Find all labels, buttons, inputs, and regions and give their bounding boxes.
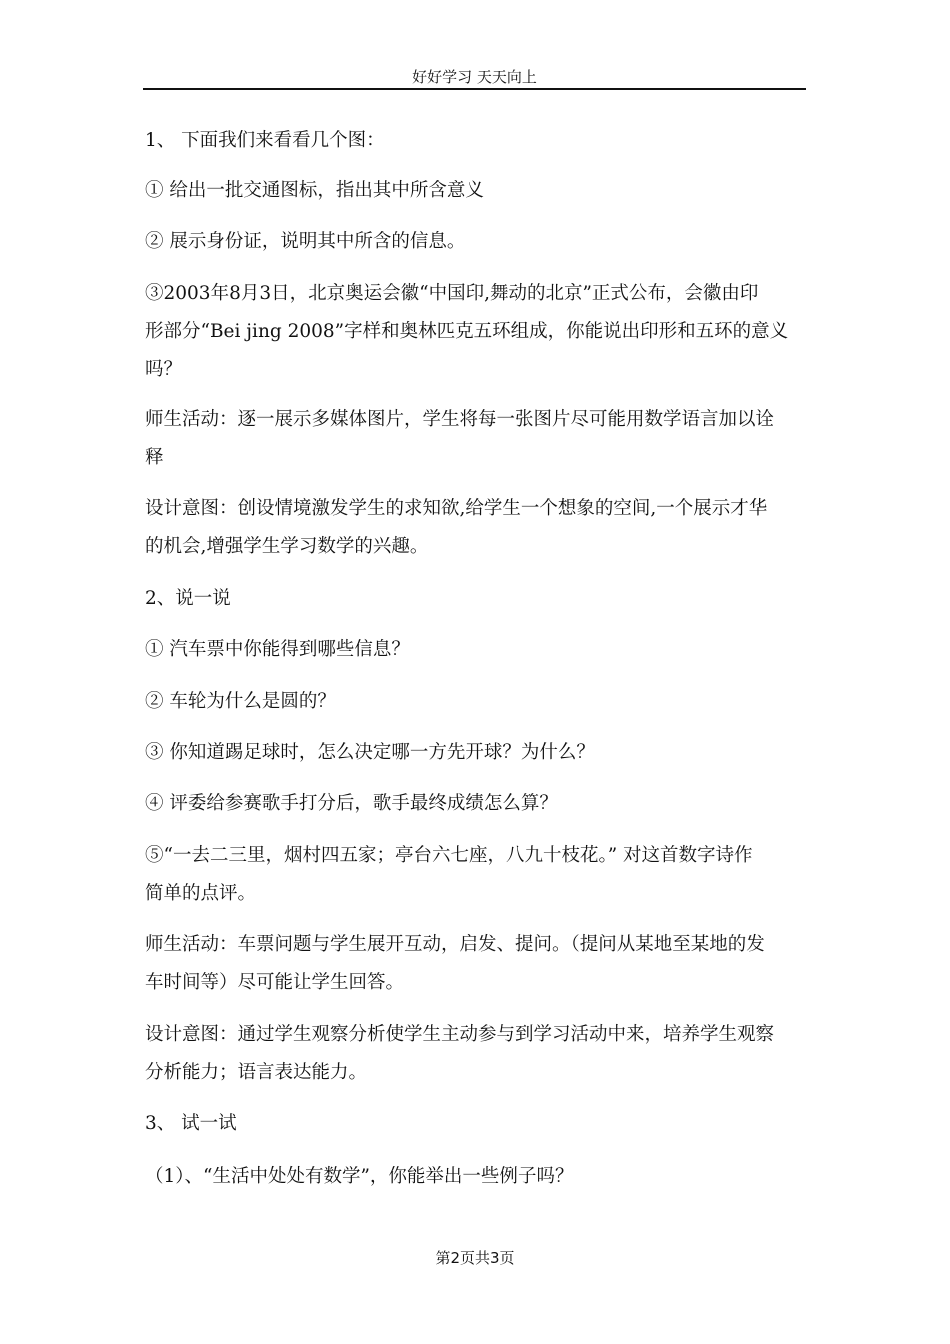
paragraph-5	[145, 401, 810, 477]
text-line: 2、说一说	[145, 588, 231, 609]
text-line: ② 车轮为什么是圆的？	[145, 691, 336, 712]
paragraph-3	[145, 223, 810, 261]
text-line: 设计意图：创设情境激发学生的求知欲,给学生一个想象的空间,一个展示才华	[145, 498, 768, 519]
paragraph-2	[145, 172, 810, 210]
paragraph-14	[145, 1016, 810, 1092]
text-line: 车时间等）尽可能让学生回答。	[145, 972, 405, 993]
text-line: ③ 你知道踢足球时，怎么决定哪一方先开球？为什么？	[145, 742, 595, 763]
text-line: 的机会,增强学生学习数学的兴趣。	[145, 536, 429, 557]
text-line: 师生活动：车票问题与学生展开互动，启发、提问。（提问从某地至某地的发	[145, 934, 765, 955]
text-line: ① 汽车票中你能得到哪些信息？	[145, 639, 410, 660]
paragraph-10	[145, 734, 810, 772]
text-line: 分析能力；语言表达能力。	[145, 1062, 368, 1083]
text-line: 1、 下面我们来看看几个图：	[145, 130, 385, 151]
text-line: 简单的点评。	[145, 883, 257, 904]
text-line: 形部分“Bei jing 2008”字样和奥林匹克五环组成，你能说出印形和五环的意义	[145, 321, 789, 342]
text-line: 师生活动：逐一展示多媒体图片，学生将每一张图片尽可能用数学语言加以诠	[145, 409, 775, 430]
paragraph-11	[145, 785, 810, 823]
text-line: ④ 评委给参赛歌手打分后，歌手最终成绩怎么算？	[145, 793, 558, 814]
paragraph-15	[145, 1105, 810, 1143]
paragraph-7	[145, 580, 810, 618]
page-header: 好好学习 天天向上	[412, 68, 537, 86]
paragraph-8	[145, 631, 810, 669]
paragraph-1	[145, 122, 810, 160]
paragraph-4	[145, 275, 810, 389]
text-line: ③2003年8月3日，北京奥运会徽“中国印,舞动的北京”正式公布，会徽由印	[145, 283, 759, 304]
text-line: 吗？	[145, 359, 183, 380]
text-line: ① 给出一批交通图标，指出其中所含意义	[145, 180, 484, 201]
text-line: 3、 试一试	[145, 1113, 237, 1134]
text-line: ② 展示身份证，说明其中所含的信息。	[145, 231, 466, 252]
paragraph-16	[145, 1158, 810, 1196]
paragraph-6	[145, 490, 810, 566]
text-line: 释	[145, 447, 164, 468]
paragraph-9	[145, 683, 810, 721]
paragraph-12	[145, 837, 810, 913]
text-line: （1）、“生活中处处有数学”，你能举出一些例子吗？	[145, 1166, 574, 1187]
page-footer: 第2页共3页	[435, 1249, 515, 1267]
text-line: 设计意图：通过学生观察分析使学生主动参与到学习活动中来，培养学生观察	[145, 1024, 775, 1045]
header-rule	[143, 88, 806, 90]
paragraph-13	[145, 926, 810, 1002]
text-line: ⑤“一去二三里，烟村四五家；亭台六七座，八九十枝花。” 对这首数字诗作	[145, 845, 753, 866]
